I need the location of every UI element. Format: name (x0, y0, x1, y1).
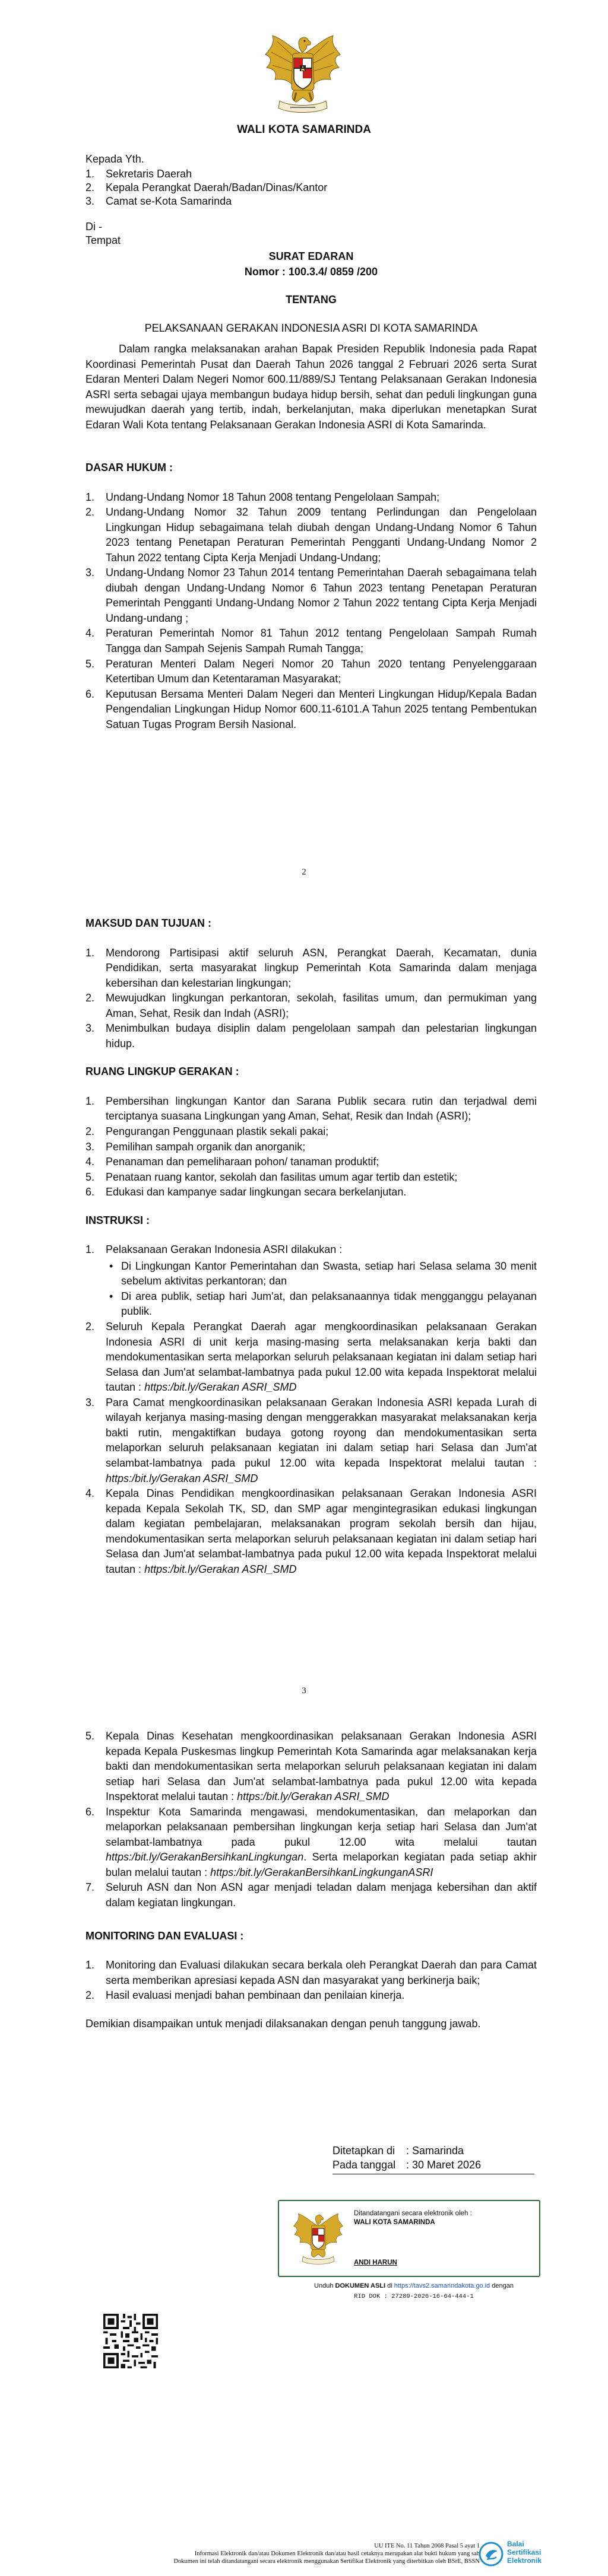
list-item: 2. Seluruh Kepala Perangkat Daerah agar mengkoordinasikan pelaksanaan Gerakan Indonesia ASRI di unit kerja masing-masing serta melaksanakan kerja bakti dan mendokumentasikan serta melaporkan seluruh pelaksanaan kegiatan ini dalam setiap hari Selasa dan Jum'at selambat-lambatnya pada pukul 12.00 wita kepada Inspektorat melalui tautan : https:/bit.ly/Gerakan ASRI_SMD (86, 1321, 537, 1394)
opening-paragraph: Dalam rangka melaksanakan arahan Bapak Presiden Republik Indonesia pada Rapat Koordinasi Pemerintah Pusat dan Daerah Tahun 2026 tanggal 2 Februari 2026 serta Surat Edaran Menteri Dalam Negeri Nomor 600.11/889/SJ Tentang Pelaksanaan Gerakan Indonesia ASRI serta sebagai ujaya membangun budaya hidup bersih, sehat dan peduli lingkungan guna mewujudkan daerah yang tertib, indah, berkelanjutan, maka diperlukan menetapkan Surat Edaran Wali Kota tentang Pelaksanaan Gerakan Indonesia ASRI di Kota Samarinda. (86, 343, 537, 431)
list-item: 2. Undang-Undang Nomor 32 Tahun 2009 tentang Perlindungan dan Pengelolaan Lingkungan Hidup sebagaimana telah diubah dengan Undang-Undang Nomor 6 Tahun 2023 tentang Penetapan Peraturan Pemerintah Pengganti Undang-Undang Nomor 2 Tahun 2022 tentang Cipta Kerja Menjadi Undang-Undang; (86, 506, 537, 564)
download-link[interactable]: https://tavs2.samarindakota.go.id (394, 2282, 490, 2289)
circular-subject: PELAKSANAAN GERAKAN INDONESIA ASRI DI KOTA SAMARINDA (144, 322, 478, 334)
section-title: RUANG LINGKUP GERAKAN : (86, 1066, 239, 1078)
bsre-text: Balai (507, 2540, 524, 2548)
monitoring-list (86, 1958, 537, 2003)
section-title: INSTRUKSI : (86, 1214, 150, 1226)
maksud-section (86, 916, 537, 1577)
recipients-block (86, 152, 537, 247)
report-link[interactable]: https:/bit.ly/GerakanBersihkanLingkungan (106, 1851, 304, 1863)
list-item: 3. Undang-Undang Nomor 23 Tahun 2014 tentang Pemerintahan Daerah sebagaimana telah diubah dengan Undang-Undang Nomor 6 Tahun 2023 tentang Penetapan Peraturan Pemerintah Pengganti Undang-Undang Nomor 2 Tahun 2022 tentang Cipta Kerja Menjadi Undang-undang ; (86, 567, 537, 624)
recipients-tempat: Tempat (86, 234, 121, 246)
garuda-emblem-icon (290, 2211, 347, 2267)
list-item: 1. Monitoring dan Evaluasi dilakukan secara berkala oleh Perangkat Daerah dan para Camat serta memberikan apresiasi kepada ASN dan masyarakat yang berkinerja baik; (86, 1959, 537, 1986)
list-item: 6. Inspektur Kota Samarinda mengawasi, mendokumentasikan, dan melaporkan dan melaporkan pelaksanaan pembersihan lingkungan kerja setiap hari Selasa dan Jum'at selambat-lambatnya pada pukul 12.00 wita melalui tautan https:/bit.ly/GerakanBersihkanLingkungan. Serta melaporkan kegiatan pada setiap akhir bulan melalui tautan : https:/bit.ly/GerakanBersihkanLingkunganASRI (86, 1805, 537, 1878)
page-number: 3 (302, 1686, 306, 1696)
list-item: 2. Hasil evaluasi menjadi bahan pembinaan dan penilaian kinerja. (86, 1989, 405, 2002)
section-title: MONITORING DAN EVALUASI : (86, 1929, 244, 1942)
page-3 (0, 1685, 608, 2576)
list-item: 1. Mendorong Partisipasi aktif seluruh ASN, Perangkat Daerah, Kecamatan, dunia Pendidikan, serta masyarakat lingkup Pemerintah Kota Samarinda dalam menjaga kebersihan dan kelestarian lingkungan; (86, 946, 537, 989)
bsre-text: Elektronik (507, 2556, 542, 2565)
circular-tentang: TENTANG (286, 294, 337, 306)
circular-title: SURAT EDARAN (268, 250, 354, 262)
section-title: DASAR HUKUM : (86, 462, 173, 473)
list-item: 4. Kepala Dinas Pendidikan mengkoordinasikan pelaksanaan Gerakan Indonesia ASRI kepada Kepala Sekolah TK, SD, dan SMP agar mengintegrasikan edukasi lingkungan dalam kegiatan pembelajaran, melaksanakan program sekolah bersih dan hijau, mendokumentasikan serta melaporkan seluruh pelaksanaan kegiatan ini dalam setiap hari Selasa dan Jum'at selambat-lambatnya pada pukul 12.00 wita kepada Inspektorat melalui tautan : https:/bit.ly/Gerakan ASRI_SMD (86, 1487, 537, 1575)
list-item: 5. Penataan ruang kantor, sekolah dan fasilitas umum agar tertib dan estetik; (86, 1171, 458, 1183)
list-item: 3. Camat se-Kota Samarinda (86, 195, 232, 207)
list-item: 4. Peraturan Pemerintah Nomor 81 Tahun 2012 tentang Pengelolaan Sampah Rumah Tangga dan Sampah Sejenis Sampah Rumah Tangga; (86, 627, 537, 655)
issued-place-label: Ditetapkan di (332, 2145, 395, 2157)
footer-line: Informasi Elektronik dan/atau Dokumen Elektronik dan/atau hasil cetaknya merupakan alat bukti hukum yang sah (194, 2550, 480, 2558)
page-2 (0, 866, 608, 1685)
maksud-list (86, 946, 537, 1052)
bsre-logo-icon (479, 2542, 504, 2567)
issued-place-value: : Samarinda (406, 2145, 464, 2157)
list-item: 1. Pembersihan lingkungan Kantor dan Sarana Publik secara rutin dan terjadwal demi terciptanya suasana Lingkungan yang Aman, Sehat, Resik dan Indah (ASRI); (86, 1095, 537, 1122)
ruang-lingkup-list (86, 1094, 537, 1200)
bsre-text: Sertifikasi (507, 2548, 542, 2556)
list-item: 3. Pemilihan sampah organik dan anorganik; (86, 1140, 306, 1153)
issued-date-value: : 30 Maret 2026 (406, 2158, 482, 2171)
signer-office: WALI KOTA SAMARINDA (354, 2218, 435, 2226)
list-item: 3. Menimbulkan budaya disiplin dalam pengelolaan sampah dan pelestarian lingkungan hidup. (86, 1022, 537, 1050)
list-item: 6. Edukasi dan kampanye sadar lingkungan secara berkelanjutan. (86, 1186, 407, 1198)
list-item: 3. Para Camat mengkoordinasikan pelaksanaan Gerakan Indonesia ASRI kepada Lurah di wilayah kerjanya masing-masing dengan menggerakkan masyarakat melaksanakan kerja bakti rutin, mengaktifkan budaya gotong royong dan mendokumentasikan serta melaporkan seluruh pelaksanaan kegiatan ini dalam setiap hari Selasa dan Jum'at selambat-lambatnya pada pukul 12.00 wita kepada Inspektorat melalui tautan : https:/bit.ly/Gerakan ASRI_SMD (86, 1396, 537, 1484)
recipients-intro: Kepada Yth. (86, 153, 144, 165)
page-number: 2 (302, 867, 306, 877)
bullet-item: • Di Lingkungan Kantor Pemerintahan dan Swasta, setiap hari Selasa selama 30 menit sebelum aktivitas perkantoran; dan (106, 1259, 537, 1289)
page-1 (0, 0, 608, 866)
instruksi-bullets (106, 1259, 537, 1319)
list-item: 5. Kepala Dinas Kesehatan mengkoordinasikan pelaksanaan Gerakan Indonesia ASRI kepada Kepala Puskesmas lingkup Pemerintah Kota Samarinda agar melaksanakan kerja bakti dan mendokumentasikan serta melaporkan seluruh pelaksanaan kegiatan ini dalam setiap hari Selasa dan Jum'at selambat-lambatnya pada pukul 12.00 wita kepada Inspektorat melalui tautan : https:/bit.ly/Gerakan ASRI_SMD (86, 1730, 537, 1803)
report-link[interactable]: https:/bit.ly/Gerakan ASRI_SMD (144, 1563, 297, 1575)
download-note: Unduh DOKUMEN ASLI di https://tavs2.samarindakota.go.id dengan (314, 2282, 514, 2289)
footer-line: UU ITE No. 11 Tahun 2008 Pasal 5 ayat 1 (374, 2543, 480, 2549)
instruksi-continued (86, 1729, 537, 2031)
issued-block (332, 2144, 534, 2174)
signer-name: ANDI HARUN (354, 2259, 397, 2266)
dasar-hukum-list (86, 490, 537, 733)
footer-line: Dokumen ini telah ditandatangani secara elektronik menggunakan Sertifikat Elektronik yang diterbitkan oleh BSrE, BSSN (173, 2558, 480, 2565)
list-item: 7. Seluruh ASN dan Non ASN agar menjadi teladan dalam menjaga kebersihan dan aktif dalam kegiatan lingkungan. (86, 1881, 537, 1909)
instruksi-list (86, 1242, 537, 1577)
garuda-emblem-icon (259, 31, 346, 117)
list-item: 1. Sekretaris Daerah (86, 167, 192, 180)
bullet-item: • Di area publik, setiap hari Jum'at, dan pelaksanaannya tidak mengganggu pelayanan publik. (106, 1289, 537, 1319)
recipients-di: Di - (86, 220, 102, 233)
recipients-list (86, 167, 537, 208)
list-item: 1. Pelaksanaan Gerakan Indonesia ASRI dilakukan : • Di Lingkungan Kantor Pemerintahan dan Swasta, setiap hari Selasa selama 30 menit sebelum aktivitas perkantoran; dan • Di area publik, setiap hari Jum'at, dan pelaksanaannya tidak mengganggu pelayanan publik. (86, 1242, 537, 1319)
report-link[interactable]: https:/bit.ly/GerakanBersihkanLingkunganASRI (210, 1866, 433, 1878)
report-link[interactable]: https:/bit.ly/Gerakan ASRI_SMD (144, 1381, 297, 1394)
list-item: 2. Mewujudkan lingkungan perkantoran, sekolah, fasilitas umum, dan permukiman yang Aman, Sehat, Resik dan Indah (ASRI); (86, 992, 537, 1019)
closing-statement: Demikian disampaikan untuk menjadi dilaksanakan dengan penuh tanggung jawab. (86, 2017, 481, 2030)
list-item: 4. Penanaman dan pemeliharaan pohon/ tanaman produktif; (86, 1156, 379, 1168)
issued-date-label: Pada tanggal (332, 2158, 396, 2171)
list-item: 2. Pengurangan Penggunaan plastik sekali pakai; (86, 1125, 329, 1138)
list-item: 1. Undang-Undang Nomor 18 Tahun 2008 tentang Pengelolaan Sampah; (86, 491, 440, 503)
qr-code-icon[interactable] (103, 2314, 158, 2368)
list-item: 2. Kepala Perangkat Daerah/Badan/Dinas/Kantor (86, 181, 328, 193)
instruksi-list-continued (86, 1729, 537, 1911)
bsre-logo (479, 2539, 562, 2569)
list-item: 6. Keputusan Bersama Menteri Dalam Negeri dan Menteri Lingkungan Hidup/Kepala Badan Pengendalian Lingkungan Hidup Nomor 600.11-6101.A Tahun 2025 tentang Pembentukan Satuan Tugas Program Bersih Nasional. (86, 688, 537, 730)
list-item: 5. Peraturan Menteri Dalam Negeri Nomor 20 Tahun 2020 tentang Penyelenggaraan Ketertiban Umum dan Ketentaraman Masyarakat; (86, 657, 537, 685)
report-link[interactable]: https:/bit.ly/Gerakan ASRI_SMD (237, 1791, 390, 1803)
circular-heading (86, 249, 537, 336)
header-title: WALI KOTA SAMARINDA (237, 123, 371, 136)
electronic-signature-box (278, 2200, 540, 2277)
circular-number: Nomor : 100.3.4/ 0859 /200 (244, 265, 378, 278)
signed-by-text: Ditandatangani secara elektronik oleh : (354, 2210, 472, 2217)
document-id: RID DOK : 27289-2026-16-64-444-1 (354, 2293, 474, 2300)
section-title: MAKSUD DAN TUJUAN : (86, 917, 211, 929)
report-link[interactable]: https:/bit.ly/Gerakan ASRI_SMD (106, 1472, 258, 1484)
dasar-hukum-section (86, 460, 537, 732)
legal-footer (70, 2542, 480, 2565)
